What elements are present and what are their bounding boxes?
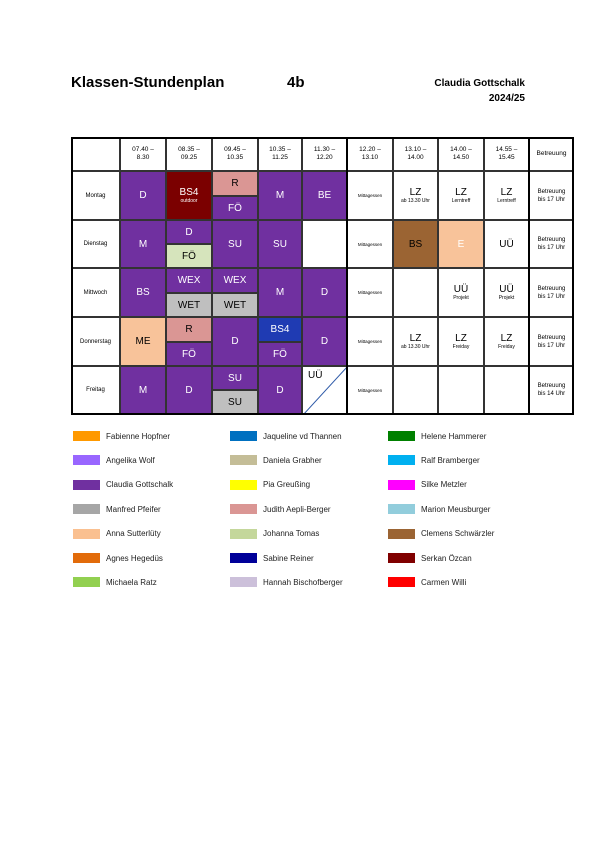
school-year: 2024/25	[488, 93, 525, 104]
lunch-label: Mittagessen	[357, 241, 383, 247]
lunch-label: Mittagessen	[357, 387, 383, 393]
teacher-label: Fabienne Hopfner	[106, 431, 171, 441]
color-swatch	[73, 504, 100, 514]
subject-label: SU	[228, 238, 242, 250]
subject-label: BE	[317, 190, 332, 201]
subject-label: LZ	[409, 187, 422, 198]
teacher-label: Johanna Tomas	[263, 529, 320, 539]
period-time-end: 14.00	[407, 154, 424, 161]
color-swatch	[73, 431, 100, 441]
subject-label: WEX	[177, 275, 201, 286]
subject-label: FÖ	[228, 202, 242, 214]
color-swatch	[388, 480, 415, 490]
care-label: Betreuung	[537, 334, 566, 341]
subject-note: Freiday	[452, 344, 470, 350]
subject-label: LZ	[455, 333, 467, 344]
care-time: bis 17 Uhr	[537, 293, 566, 300]
care-label: Betreuung	[537, 383, 566, 389]
subject-label: BS	[408, 238, 423, 250]
period-time-start: 07.40 –	[132, 146, 154, 153]
subject-label: LZ	[500, 333, 513, 344]
day-name: Dienstag	[83, 241, 108, 247]
legend-item	[230, 504, 400, 514]
color-swatch	[73, 553, 100, 563]
legend-item	[230, 529, 400, 539]
care-time: bis 17 Uhr	[537, 196, 566, 203]
legend-item	[230, 553, 400, 563]
subject-label: BS	[136, 287, 150, 298]
teacher-label: Silke Metzler	[421, 480, 467, 490]
legend-item	[73, 529, 243, 539]
subject-label: D	[276, 384, 284, 396]
teacher-label: Manfred Pfeifer	[106, 504, 161, 514]
color-swatch	[230, 529, 257, 539]
period-time-end: 15.45	[498, 154, 515, 161]
subject-label: D	[185, 384, 193, 396]
subject-label: UÜ	[499, 238, 514, 250]
legend-item	[230, 577, 400, 587]
teacher-label: Hannah Bischofberger	[263, 577, 343, 587]
period-time-start: 09.45 –	[224, 146, 246, 153]
subject-label: SU	[228, 372, 242, 384]
teacher-label: Pia Greußing	[263, 480, 311, 490]
care-label: Betreuung	[537, 237, 566, 243]
color-swatch	[73, 529, 100, 539]
color-swatch	[230, 431, 257, 441]
legend-item	[388, 504, 558, 514]
color-swatch	[230, 553, 257, 563]
subject-note: ab 13.30 Uhr	[401, 198, 430, 204]
subject-label: D	[320, 336, 329, 347]
care-time: bis 14 Uhr	[537, 391, 566, 397]
legend-item	[388, 529, 558, 539]
teacher-label: Clemens Schwärzler	[421, 529, 495, 539]
legend-item	[388, 431, 558, 441]
legend-item	[73, 553, 243, 563]
subject-label: WET	[223, 299, 247, 311]
subject-note: Lerntreff	[497, 198, 516, 204]
legend-item	[230, 455, 400, 465]
day-name: Freitag	[86, 387, 105, 393]
subject-label: SU	[273, 238, 287, 250]
care-time: bis 17 Uhr	[537, 342, 566, 349]
subject-label: M	[138, 238, 148, 250]
period-time-start: 13.10 –	[404, 146, 427, 153]
period-time-end: 09.25	[180, 154, 198, 161]
color-swatch	[73, 577, 100, 587]
legend-item	[73, 504, 243, 514]
subject-label: WEX	[223, 275, 247, 286]
subject-label: M	[275, 287, 285, 298]
care-label: Betreuung	[537, 188, 566, 195]
subject-label: R	[185, 324, 193, 335]
color-swatch	[388, 431, 415, 441]
color-swatch	[73, 480, 100, 490]
lunch-label: Mittagessen	[357, 339, 383, 344]
subject-label: D	[320, 287, 329, 298]
subject-label: LZ	[500, 187, 513, 198]
legend-item	[73, 455, 243, 465]
teacher-label: Agnes Hegedüs	[106, 553, 163, 563]
color-swatch	[73, 455, 100, 465]
subject-note: Projekt	[498, 295, 515, 301]
period-time-end: 14.50	[452, 154, 470, 161]
subject-note: Projekt	[453, 295, 469, 301]
subject-label: ME	[135, 336, 151, 347]
teacher-label: Sabine Reiner	[263, 553, 314, 563]
legend-item	[388, 480, 558, 490]
period-time-start: 14.00 –	[450, 146, 472, 153]
subject-note: outdoor	[180, 198, 198, 204]
legend-item	[230, 480, 400, 490]
legend-item	[230, 431, 400, 441]
legend-item	[388, 577, 558, 587]
legend-item	[73, 480, 243, 490]
teacher-label: Claudia Gottschalk	[106, 480, 174, 490]
subject-label: SU	[228, 396, 242, 408]
teacher-label: Angelika Wolf	[106, 455, 155, 465]
period-time-end: 12.20	[316, 154, 333, 161]
color-swatch	[388, 455, 415, 465]
period-time-start: 08.35 –	[178, 146, 200, 153]
subject-label: E	[457, 238, 465, 250]
color-swatch	[388, 577, 415, 587]
teacher-label: Ralf Bramberger	[421, 455, 480, 465]
period-time-end: 11.25	[272, 154, 288, 161]
color-swatch	[230, 577, 257, 587]
subject-label: BS4	[270, 324, 290, 335]
subject-label: D	[231, 336, 239, 347]
teacher-label: Jaqueline vd Thannen	[263, 431, 342, 441]
color-swatch	[230, 504, 257, 514]
subject-label: FÖ	[273, 348, 287, 360]
color-swatch	[230, 480, 257, 490]
subject-label: D	[139, 190, 147, 201]
teacher-label: Helene Hammerer	[421, 431, 487, 441]
subject-note: ab 13.30 Uhr	[401, 344, 430, 350]
teacher-label: Daniela Grabher	[263, 455, 322, 465]
day-name: Montag	[85, 192, 106, 199]
period-time-end: 10.35	[226, 154, 244, 161]
class-name: 4b	[287, 74, 305, 91]
teacher-label: Judith Aepli-Berger	[263, 504, 331, 514]
legend-item	[388, 553, 558, 563]
color-swatch	[388, 553, 415, 563]
legend-item	[73, 431, 243, 441]
subject-label: WET	[177, 299, 201, 311]
subject-label: BS4	[179, 187, 199, 198]
period-time-start: 12.20 –	[359, 146, 381, 153]
subject-label: D	[185, 226, 193, 238]
color-swatch	[388, 529, 415, 539]
care-time: bis 17 Uhr	[537, 245, 566, 251]
legend-item	[73, 577, 243, 587]
subject-note: Lerntreff	[451, 198, 471, 204]
day-name: Mittwoch	[83, 289, 108, 296]
period-time-start: Betreuung	[536, 150, 567, 157]
teacher-label: Serkan Özcan	[421, 553, 472, 563]
subject-label: FÖ	[182, 348, 196, 360]
period-time-start: 11.30 –	[313, 146, 336, 153]
subject-label: FÖ	[182, 250, 196, 262]
page-title: Klassen-Stundenplan	[71, 74, 225, 91]
day-name: Donnerstag	[79, 338, 112, 345]
period-time-start: 10.35 –	[269, 146, 291, 153]
subject-label: UÜ	[499, 284, 514, 295]
period-time-start: 14.55 –	[495, 146, 518, 153]
lunch-label: Mittagessen	[357, 290, 383, 295]
period-time-end: 8.30	[136, 154, 150, 161]
teacher-name: Claudia Gottschalk	[434, 78, 525, 89]
subject-label: M	[138, 384, 148, 396]
teacher-label: Anna Sutterlüty	[106, 529, 161, 539]
color-swatch	[230, 455, 257, 465]
care-label: Betreuung	[537, 285, 566, 292]
subject-label: UÜ	[453, 284, 469, 295]
legend-item	[388, 455, 558, 465]
subject-label: M	[275, 190, 285, 201]
teacher-label: Marion Meusburger	[421, 504, 491, 514]
subject-label: LZ	[409, 333, 422, 344]
subject-label: UÜ	[308, 370, 323, 381]
period-time-end: 13.10	[361, 154, 379, 161]
color-swatch	[388, 504, 415, 514]
subject-note: Freiday	[498, 344, 515, 350]
teacher-label: Carmen Willi	[421, 577, 467, 587]
timetable-frame	[71, 137, 574, 415]
lunch-label: Mittagessen	[357, 193, 383, 198]
subject-label: R	[231, 178, 239, 189]
subject-label: LZ	[455, 187, 467, 198]
teacher-label: Michaela Ratz	[106, 577, 157, 587]
